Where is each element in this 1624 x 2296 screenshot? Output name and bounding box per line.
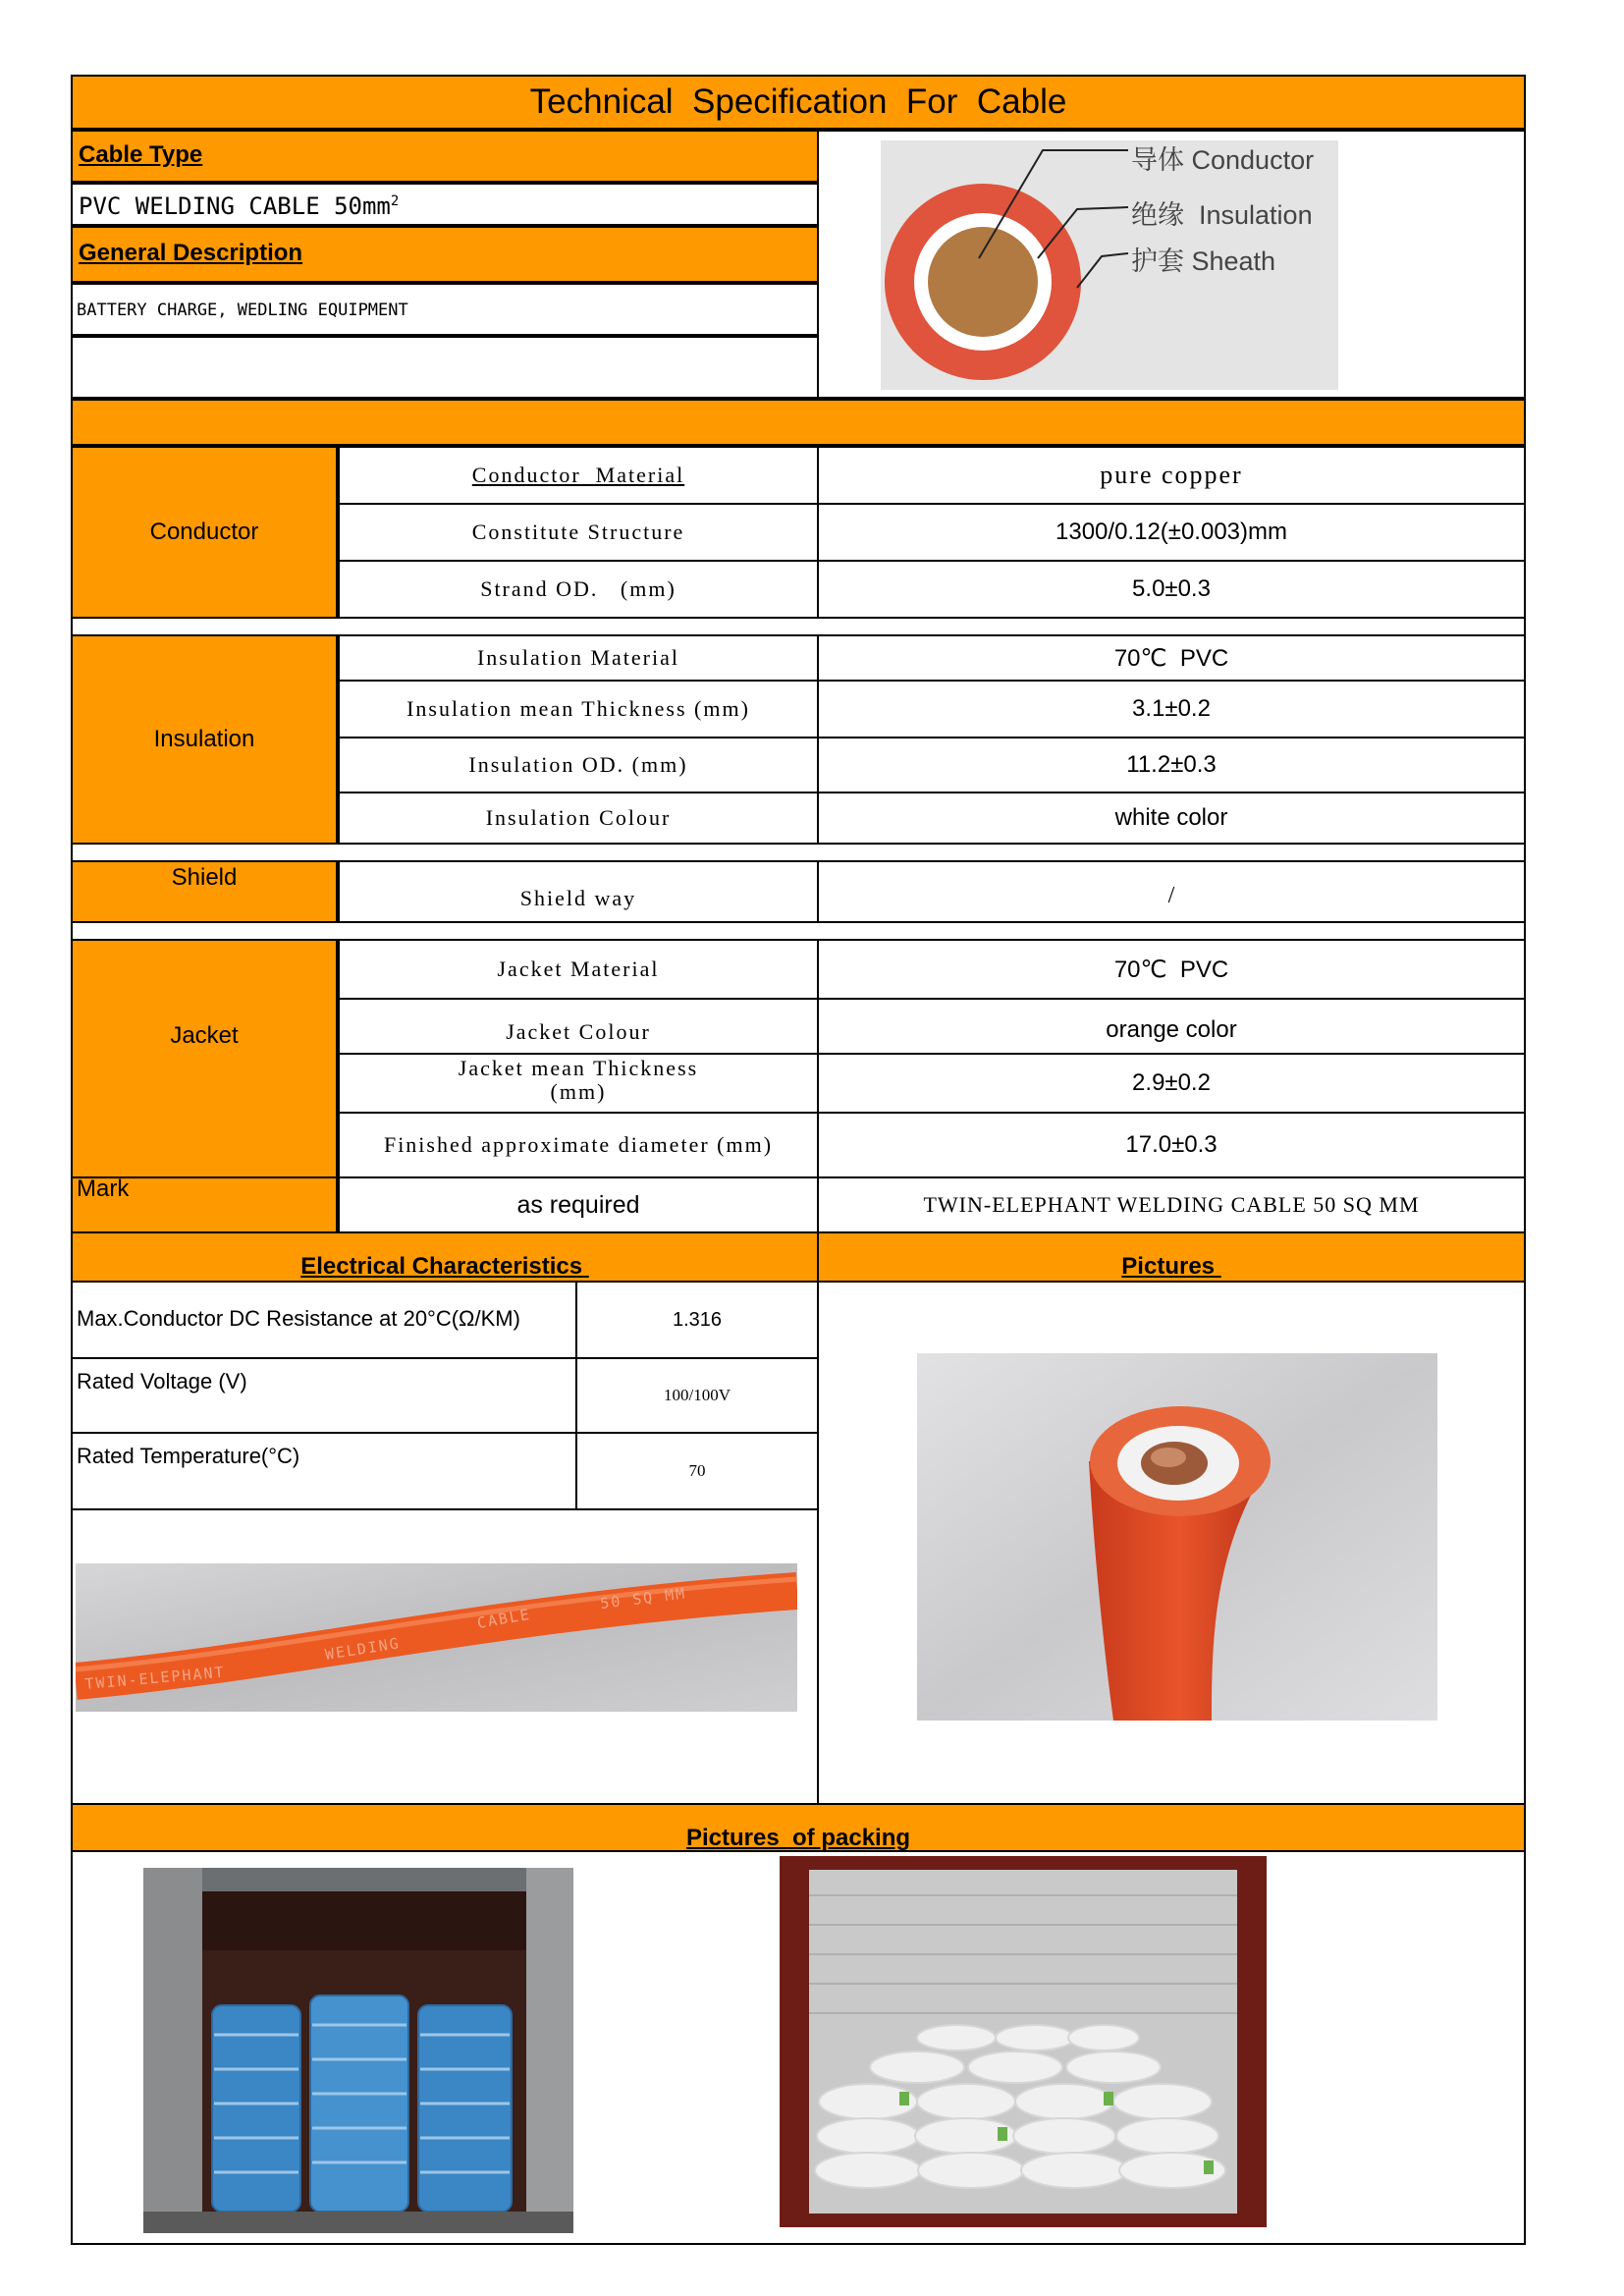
insulation-group-label: Insulation: [71, 634, 338, 845]
section-separator-bar: [71, 399, 1526, 446]
page-title: Technical Specification For Cable: [71, 75, 1526, 130]
spacer-row: [71, 843, 1526, 862]
copper-highlight: [1151, 1448, 1186, 1467]
mark-requirement: as required: [338, 1176, 819, 1233]
pictures-header: Pictures: [817, 1231, 1526, 1283]
insulation-material-label: Insulation Material: [338, 634, 819, 682]
cable-cross-section-diagram: [881, 140, 1338, 390]
jacket-material-label: Jacket Material: [338, 939, 819, 1000]
jacket-material-value: 70℃ PVC: [817, 939, 1526, 1000]
cable-printing-photo: [76, 1563, 797, 1712]
rated-temperature-value: 70: [575, 1432, 819, 1510]
sheath-diagram-label: 护套 Sheath: [1131, 246, 1276, 276]
cable-type-superscript: 2: [390, 193, 400, 209]
rated-temperature-label: Rated Temperature(°C): [71, 1432, 577, 1510]
finished-diameter-label: Finished approximate diameter (mm): [338, 1112, 819, 1178]
print-word-4: 50 SQ MM: [599, 1584, 688, 1613]
insulation-thickness-value: 3.1±0.2: [817, 680, 1526, 738]
insulation-od-value: 11.2±0.3: [817, 737, 1526, 793]
mark-label: Mark: [71, 1176, 338, 1233]
dc-resistance-label: Max.Conductor DC Resistance at 20°C(Ω/KM): [71, 1281, 577, 1359]
container-door-right: [526, 1868, 573, 2233]
sheath-leader-line: [1077, 253, 1128, 288]
spacer-row: [71, 617, 1526, 636]
insulation-colour-label: Insulation Colour: [338, 792, 819, 845]
print-word-2: WELDING: [323, 1634, 402, 1664]
print-word-3: CABLE: [475, 1605, 533, 1632]
conductor-material-label: Conductor Material: [338, 446, 819, 505]
insulation-od-label: Insulation OD. (mm): [338, 737, 819, 793]
dc-resistance-value: 1.316: [575, 1281, 819, 1359]
electrical-characteristics-header: Electrical Characteristics: [71, 1231, 819, 1283]
container-top: [143, 1868, 573, 1891]
jacket-thickness-label-line2: (mm): [550, 1079, 607, 1104]
general-description-value: BATTERY CHARGE, WEDLING EQUIPMENT: [71, 283, 819, 336]
packing-blue-svg: [143, 1868, 573, 2233]
packing-white-svg: [780, 1856, 1267, 2227]
cable-type-value: [71, 183, 819, 226]
insulation-thickness-label: Insulation mean Thickness (mm): [338, 680, 819, 738]
rated-voltage-label: Rated Voltage (V): [71, 1357, 577, 1434]
blue-coil-stack-2: [310, 1995, 408, 2212]
insulation-colour-value: white color: [817, 792, 1526, 845]
spacer-row: [71, 921, 1526, 941]
shield-group-label: Shield: [71, 860, 338, 923]
blank-row: [71, 336, 819, 399]
constitute-structure-label: Constitute Structure: [338, 503, 819, 562]
constitute-structure-value: 1300/0.12(±0.003)mm: [817, 503, 1526, 562]
jacket-colour-label: Jacket Colour: [338, 998, 819, 1055]
container-floor: [143, 2212, 573, 2233]
cable-printing-svg: [76, 1563, 797, 1712]
rated-voltage-value: 100/100V: [575, 1357, 819, 1434]
container-door-left: [143, 1868, 202, 2233]
container-shadow: [202, 1891, 526, 1950]
finished-diameter-value: 17.0±0.3: [817, 1112, 1526, 1178]
shield-way-value: /: [817, 860, 1526, 923]
insulation-material-value: 70℃ PVC: [817, 634, 1526, 682]
cable-type-label: Cable Type: [71, 130, 819, 183]
strand-od-label: Strand OD. (mm): [338, 560, 819, 619]
mark-value: TWIN-ELEPHANT WELDING CABLE 50 SQ MM: [817, 1176, 1526, 1233]
jacket-colour-value: orange color: [817, 998, 1526, 1055]
cable-end-svg: [917, 1353, 1437, 1721]
general-description-label: General Description: [71, 226, 819, 283]
conductor-diagram-label: 导体 Conductor: [1131, 145, 1315, 175]
cable-type-value-text: PVC WELDING CABLE 50mm: [79, 192, 391, 220]
conductor-group-label: Conductor: [71, 446, 338, 619]
print-word-1: TWIN-ELEPHANT: [83, 1663, 227, 1693]
packing-photo-blue-coils: [143, 1868, 573, 2233]
jacket-group-label: Jacket: [71, 939, 338, 1178]
conductor-material-value: pure copper: [817, 446, 1526, 505]
insulation-diagram-label: 绝缘 Insulation: [1131, 200, 1313, 230]
cable-end-photo: [917, 1353, 1437, 1721]
packing-pictures-header: Pictures of packing: [71, 1803, 1526, 1852]
jacket-thickness-value: 2.9±0.2: [817, 1053, 1526, 1114]
jacket-thickness-label-line1: Jacket mean Thickness: [458, 1056, 699, 1080]
packing-photo-white-coils: [780, 1856, 1267, 2227]
strand-od-value: 5.0±0.3: [817, 560, 1526, 619]
conductor-core: [928, 227, 1038, 337]
shield-way-label: Shield way: [338, 860, 819, 923]
jacket-thickness-label: [338, 1053, 819, 1114]
